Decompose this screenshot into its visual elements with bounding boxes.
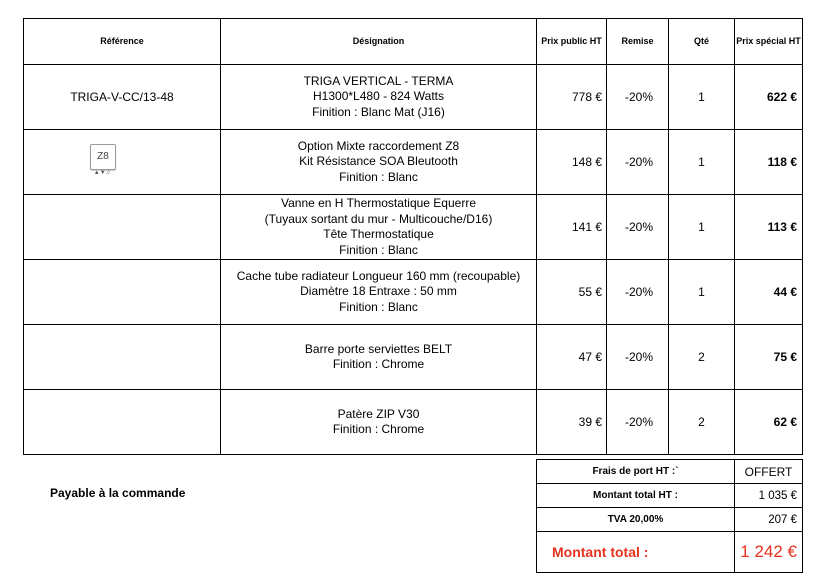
cell-remise: -20% — [607, 390, 669, 455]
cell-qte: 1 — [669, 260, 735, 325]
cell-designation — [221, 195, 537, 260]
cell-qte: 2 — [669, 390, 735, 455]
cell-reference — [24, 195, 221, 260]
designation-line: Vanne en H Thermostatique Equerre — [280, 196, 476, 210]
cell-prix-public: 141 € — [537, 195, 607, 260]
cell-prix-public: 47 € — [537, 325, 607, 390]
cell-remise: -20% — [607, 325, 669, 390]
designation-line: Option Mixte raccordement Z8 — [297, 138, 460, 153]
cell-qte: 1 — [669, 195, 735, 260]
z8-option-icon — [87, 144, 117, 177]
frais-value: OFFERT — [735, 460, 803, 484]
totals-table — [536, 459, 803, 573]
designation-line: H1300*L480 - 824 Watts — [313, 89, 444, 104]
totals-row-grand — [537, 532, 803, 573]
cell-designation — [221, 130, 537, 195]
totals-row-tva — [537, 508, 803, 532]
montant-total-label: Montant total : — [537, 532, 735, 573]
designation-line: Finition : Chrome — [332, 422, 425, 436]
cell-prix-special: 62 € — [735, 390, 803, 455]
cell-remise: -20% — [607, 260, 669, 325]
designation-line: Finition : Blanc Mat (J16) — [312, 104, 445, 119]
cell-designation — [221, 390, 537, 455]
designation-line: Finition : Blanc — [339, 299, 418, 314]
cell-prix-special: 44 € — [735, 260, 803, 325]
cell-reference: TRIGA-V-CC/13-48 — [24, 65, 221, 130]
designation-line: Finition : Blanc — [339, 242, 418, 257]
designation-line: Finition : Chrome — [332, 357, 425, 371]
cell-designation — [221, 260, 537, 325]
table-row — [24, 390, 803, 455]
tva-label: TVA 20,00% — [537, 508, 735, 532]
header-qte: Qté — [669, 19, 735, 65]
cell-reference — [24, 130, 221, 195]
header-remise: Remise — [607, 19, 669, 65]
z8-sub-symbols: ▲▼♫ — [93, 170, 111, 176]
cell-designation — [221, 65, 537, 130]
table-row — [24, 325, 803, 390]
designation-line: Finition : Blanc — [339, 169, 418, 184]
cell-remise: -20% — [607, 195, 669, 260]
cell-qte: 1 — [669, 130, 735, 195]
montant-ht-value: 1 035 € — [735, 484, 803, 508]
designation-line: Barre porte serviettes BELT — [304, 341, 453, 356]
cell-qte: 1 — [669, 65, 735, 130]
cell-prix-special: 622 € — [735, 65, 803, 130]
header-prix-special: Prix spécial HT — [735, 19, 803, 65]
designation-line: (Tuyaux sortant du mur - Multicouche/D16) — [264, 211, 493, 226]
table-row — [24, 260, 803, 325]
header-prix-public: Prix public HT — [537, 19, 607, 65]
quote-table — [23, 18, 803, 455]
cell-prix-public: 39 € — [537, 390, 607, 455]
header-row — [24, 19, 803, 65]
table-row — [24, 195, 803, 260]
header-designation: Désignation — [221, 19, 537, 65]
cell-reference — [24, 325, 221, 390]
designation-line: Cache tube radiateur Longueur 160 mm (recoupable) — [236, 268, 521, 283]
cell-remise: -20% — [607, 65, 669, 130]
totals-row-frais — [537, 460, 803, 484]
designation-line: Tête Thermostatique — [323, 227, 434, 241]
cell-prix-special: 118 € — [735, 130, 803, 195]
montant-ht-label: Montant total HT : — [537, 484, 735, 508]
table-row — [24, 130, 803, 195]
designation-line: Patère ZIP V30 — [337, 406, 420, 421]
cell-prix-public: 778 € — [537, 65, 607, 130]
cell-qte: 2 — [669, 325, 735, 390]
totals-row-montant-ht — [537, 484, 803, 508]
header-reference: Référence — [24, 19, 221, 65]
quote-body — [24, 65, 803, 455]
tva-value: 207 € — [735, 508, 803, 532]
designation-line: TRIGA VERTICAL - TERMA — [303, 73, 454, 88]
cell-remise: -20% — [607, 130, 669, 195]
z8-label: Z8 — [90, 144, 116, 170]
cell-prix-public: 55 € — [537, 260, 607, 325]
cell-reference — [24, 390, 221, 455]
frais-label: Frais de port HT :` — [537, 460, 735, 484]
table-row — [24, 65, 803, 130]
cell-prix-special: 75 € — [735, 325, 803, 390]
cell-prix-public: 148 € — [537, 130, 607, 195]
montant-total-value: 1 242 € — [735, 532, 803, 573]
cell-designation — [221, 325, 537, 390]
designation-line: Diamètre 18 Entraxe : 50 mm — [300, 284, 457, 299]
cell-prix-special: 113 € — [735, 195, 803, 260]
cell-reference — [24, 260, 221, 325]
payment-note: Payable à la commande — [50, 486, 186, 500]
designation-line: Kit Résistance SOA Bleutooth — [299, 154, 458, 169]
